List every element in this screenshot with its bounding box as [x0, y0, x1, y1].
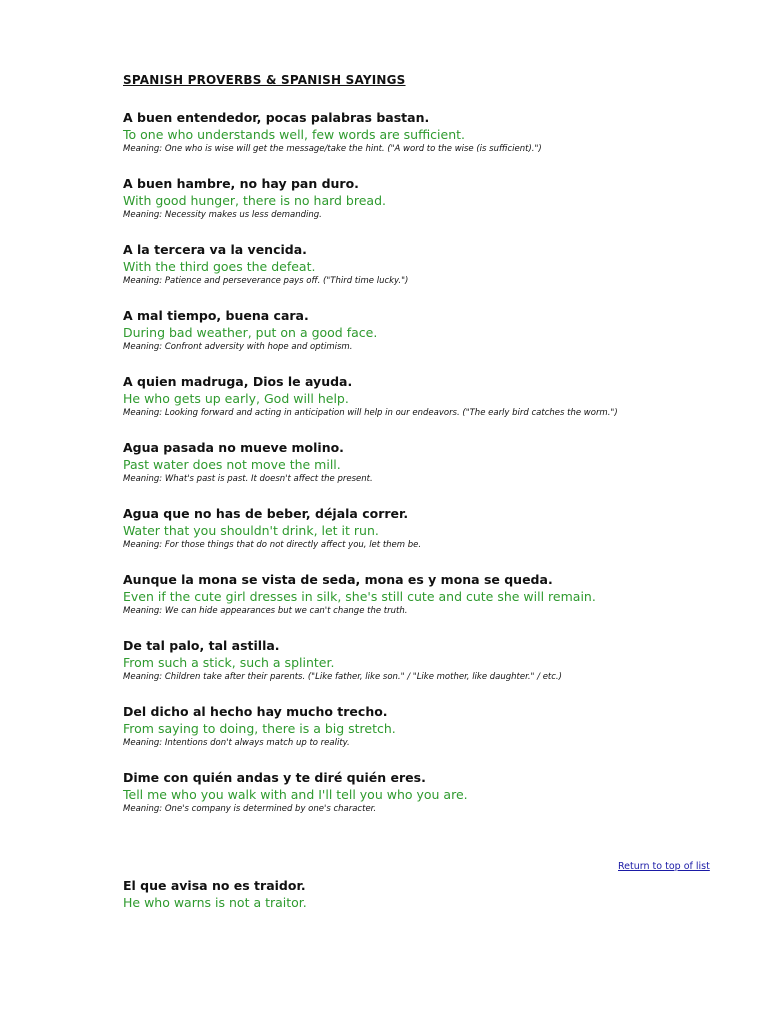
proverb-translation: During bad weather, put on a good face.: [123, 325, 378, 340]
proverb-meaning: Meaning: Intentions don't always match up to reality.: [123, 738, 350, 748]
proverb-translation: He who gets up early, God will help.: [123, 391, 349, 406]
proverb-entry: [123, 505, 723, 551]
proverb-spanish: Agua pasada no mueve molino.: [123, 440, 344, 455]
proverb-entry: [123, 703, 723, 749]
proverb-entry: [123, 877, 307, 911]
document-page: [123, 72, 723, 835]
proverb-spanish: A buen hambre, no hay pan duro.: [123, 176, 359, 191]
proverb-entry: [123, 175, 723, 221]
proverb-translation: From saying to doing, there is a big stretch.: [123, 721, 396, 736]
proverb-spanish: Aunque la mona se vista de seda, mona es y mona se queda.: [123, 572, 553, 587]
proverb-translation: Past water does not move the mill.: [123, 457, 341, 472]
proverb-entry: [123, 241, 723, 287]
proverb-spanish: A buen entendedor, pocas palabras bastan.: [123, 110, 430, 125]
proverb-entry: [123, 373, 723, 419]
proverb-spanish: De tal palo, tal astilla.: [123, 638, 280, 653]
proverb-entry: [123, 439, 723, 485]
proverb-meaning: Meaning: Necessity makes us less demanding.: [123, 210, 322, 220]
proverb-translation: From such a stick, such a splinter.: [123, 655, 335, 670]
proverb-spanish: A quien madruga, Dios le ayuda.: [123, 374, 353, 389]
proverb-entry: [123, 571, 723, 617]
proverb-meaning: Meaning: One's company is determined by one's character.: [123, 804, 377, 814]
proverb-translation: Tell me who you walk with and I'll tell you who you are.: [123, 787, 468, 802]
proverb-meaning: Meaning: What's past is past. It doesn't affect the present.: [123, 474, 373, 484]
proverb-spanish: A mal tiempo, buena cara.: [123, 308, 309, 323]
proverb-meaning: Meaning: We can hide appearances but we can't change the truth.: [123, 606, 408, 616]
proverb-meaning: Meaning: For those things that do not directly affect you, let them be.: [123, 540, 422, 550]
proverb-translation: Water that you shouldn't drink, let it run.: [123, 523, 379, 538]
proverb-translation: Even if the cute girl dresses in silk, she's still cute and cute she will remain.: [123, 589, 596, 604]
proverb-translation: To one who understands well, few words are sufficient.: [123, 127, 466, 142]
proverb-meaning: Meaning: Confront adversity with hope and optimism.: [123, 342, 353, 352]
proverb-spanish: El que avisa no es traidor.: [123, 878, 306, 893]
proverb-meaning: Meaning: Patience and perseverance pays off. ("Third time lucky."): [123, 276, 409, 286]
proverb-spanish: Del dicho al hecho hay mucho trecho.: [123, 704, 388, 719]
proverb-meaning: Meaning: Children take after their parents. ("Like father, like son." / "Like mother, like daughter." / etc.): [123, 672, 562, 682]
proverb-translation: With good hunger, there is no hard bread.: [123, 193, 386, 208]
proverb-spanish: Agua que no has de beber, déjala correr.: [123, 506, 409, 521]
proverb-spanish: Dime con quién andas y te diré quién eres.: [123, 770, 426, 785]
proverb-meaning: Meaning: Looking forward and acting in anticipation will help in our endeavors. ("The early bird catches the worm."): [123, 408, 618, 418]
proverb-translation: With the third goes the defeat.: [123, 259, 316, 274]
proverb-spanish: A la tercera va la vencida.: [123, 242, 307, 257]
proverb-translation: He who warns is not a traitor.: [123, 895, 307, 910]
proverb-entry: [123, 307, 723, 353]
proverb-entry: [123, 637, 723, 683]
proverb-meaning: Meaning: One who is wise will get the message/take the hint. ("A word to the wise (is sufficient)."): [123, 144, 542, 154]
page-title: SPANISH PROVERBS & SPANISH SAYINGS: [123, 73, 406, 87]
proverb-entry: [123, 769, 723, 815]
return-to-top-link[interactable]: Return to top of list: [618, 861, 710, 872]
proverb-entry: [123, 109, 723, 155]
